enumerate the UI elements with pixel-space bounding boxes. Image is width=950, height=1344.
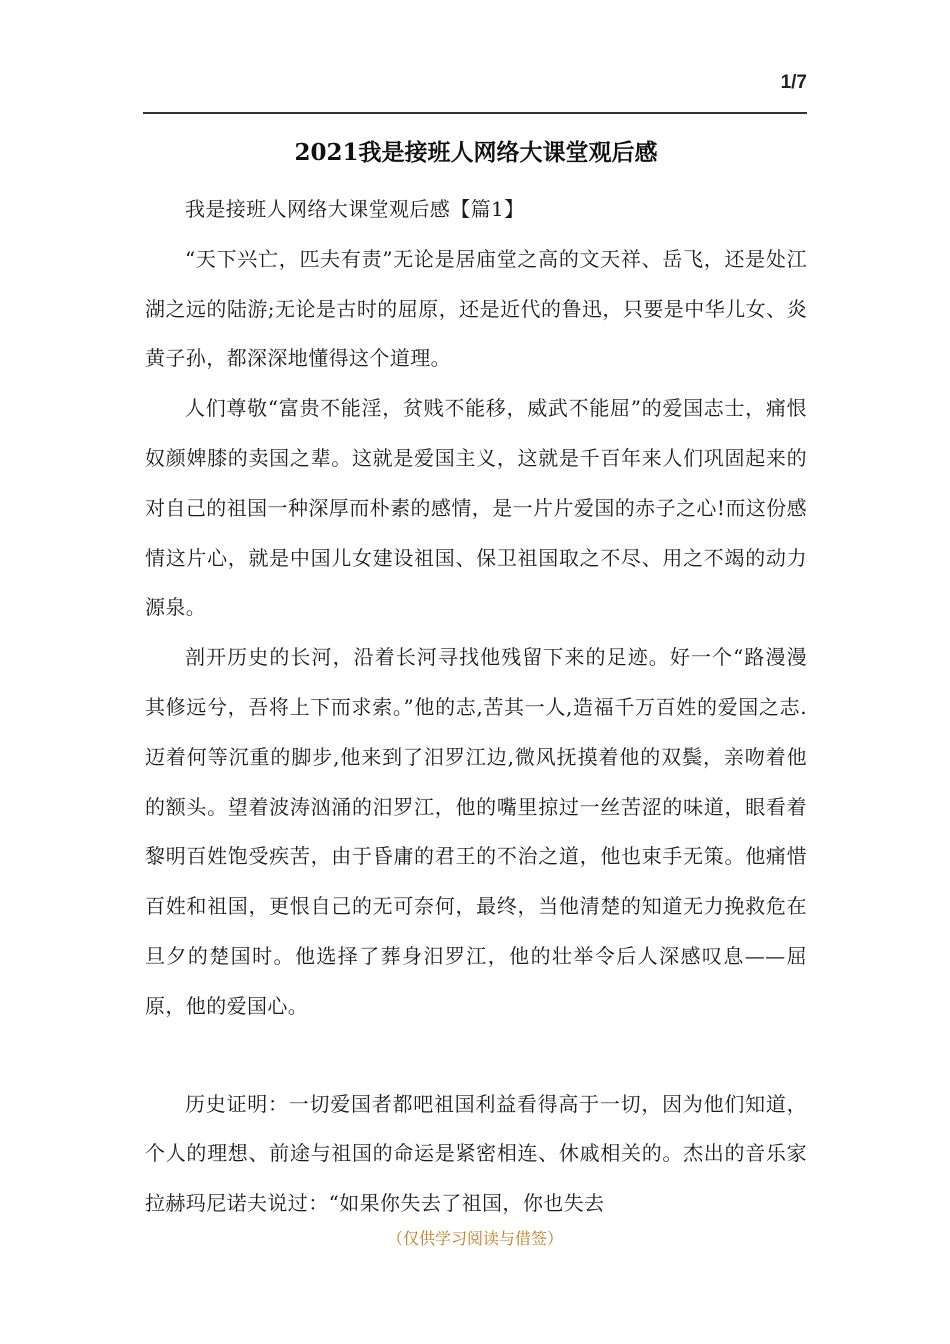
paragraph: 人们尊敬“富贵不能淫，贫贱不能移，威武不能屈”的爱国志士，痛恨奴颜婢膝的卖国之辈。这就是爱国主义，这就是千百年来人们巩固起来的对自己的祖国一种深厚而朴素的感情，是一片片爱国的赤子之心!而这份感情这片心，就是中国儿女建设祖国、保卫祖国取之不尽、用之不竭的动力源泉。 bbox=[145, 396, 807, 620]
document-body bbox=[145, 133, 807, 1229]
paragraph: “天下兴亡，匹夫有责”无论是居庙堂之高的文天祥、岳飞，还是处江湖之远的陆游;无论是古时的屈原，还是近代的鲁迅，只要是中华儿女、炎黄子孙，都深深地懂得这个道理。 bbox=[145, 246, 807, 371]
document-title: 2021我是接班人网络大课堂观后感 bbox=[294, 139, 658, 166]
page-number: 1/7 bbox=[780, 72, 807, 93]
footer-note: （仅供学习阅读与借签） bbox=[386, 1229, 563, 1248]
header-divider bbox=[143, 112, 807, 114]
section-heading: 我是接班人网络大课堂观后感【篇1】 bbox=[185, 197, 525, 221]
paragraph-spacer bbox=[145, 1032, 807, 1080]
paragraph: 剖开历史的长河，沿着长河寻找他残留下来的足迹。好一个“路漫漫其修远兮，吾将上下而求索。”他的志,苦其一人,造福千万百姓的爱国之志.迈着何等沉重的脚步,他来到了汨罗江边,微风抚摸着他的双鬓，亲吻着他的额头。望着波涛汹涌的汨罗江，他的嘴里掠过一丝苦涩的味道，眼看着黎明百姓饱受疾苦，由于昏庸的君王的不治之道，他也束手无策。他痛惜百姓和祖国，更恨自己的无可奈何，最终，当他清楚的知道无力挽救危在旦夕的楚国时。他选择了葬身汨罗江，他的壮举令后人深感叹息——屈原，他的爱国心。 bbox=[145, 645, 807, 1018]
paragraph: 历史证明：一切爱国者都吧祖国利益看得高于一切，因为他们知道，个人的理想、前途与祖国的命运是紧密相连、休戚相关的。杰出的音乐家拉赫玛尼诺夫说过：“如果你失去了祖国，你也失去 bbox=[145, 1091, 807, 1216]
